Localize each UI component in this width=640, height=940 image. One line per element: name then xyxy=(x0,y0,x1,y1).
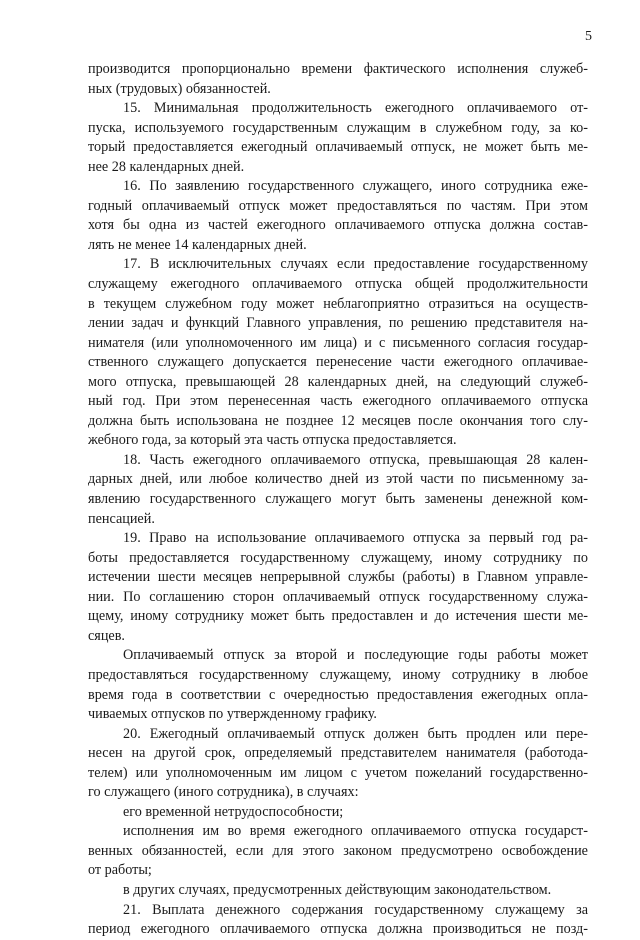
text-line: в текущем служебном году может неблагоприятно отразиться на осуществ- xyxy=(88,295,588,312)
text-line: ственного служащего допускается перенесение части ежегодного оплачивае- xyxy=(88,354,588,371)
text-line: го служащего (иного сотрудника), в случаях: xyxy=(88,784,359,801)
text-line: боты предоставляется государственному служащему, иному сотруднику по xyxy=(88,549,588,566)
text-line: Оплачиваемый отпуск за второй и последующие годы работы может xyxy=(123,647,588,664)
text-line: производится пропорционально времени фактического исполнения служеб- xyxy=(88,61,588,77)
text-line: лении задач и функций Главного управления, по решению представителя на- xyxy=(88,315,588,332)
text-line: 19. Право на использование оплачиваемого отпуска за первый год ра- xyxy=(123,530,588,547)
text-line: 20. Ежегодный оплачиваемый отпуск должен быть продлен или пере- xyxy=(123,725,588,742)
text-line: пуска, используемого государственным служащим в служебном году, за ко- xyxy=(88,119,588,136)
text-line: 16. По заявлению государственного служащего, иного сотрудника еже- xyxy=(123,178,588,195)
text-line: 18. Часть ежегодного оплачиваемого отпуска, превышающая 28 кален- xyxy=(123,451,588,468)
text-line: торый предоставляется ежегодный оплачиваемый отпуск, не может быть ме- xyxy=(88,139,588,156)
text-line: 15. Минимальная продолжительность ежегодного оплачиваемого от- xyxy=(123,100,588,117)
text-line: жебного года, за который эта часть отпуска предоставляется. xyxy=(88,432,457,449)
page-number: 5 xyxy=(585,29,592,44)
text-line: нее 28 календарных дней. xyxy=(88,158,245,175)
text-line: телем) или уполномоченным им лицом с учетом пожеланий государственно- xyxy=(88,764,588,781)
text-line: служащему ежегодного оплачиваемого отпуска общей продолжительности xyxy=(88,276,588,293)
text-line: его временной нетрудоспособности; xyxy=(123,803,344,820)
text-line: должна быть использована не позднее 12 месяцев после окончания того слу- xyxy=(88,412,588,429)
text-line: 21. Выплата денежного содержания государственному служащему за xyxy=(123,901,588,918)
text-line: щему, иному сотруднику может быть предоставлен и до истечения шести ме- xyxy=(88,608,588,625)
text-line: истечении шести месяцев непрерывной службы (работы) в Главном управле- xyxy=(88,569,588,586)
text-line: нии. По соглашению сторон оплачиваемый отпуск государственному служа- xyxy=(88,588,588,605)
text-line: пенсацией. xyxy=(88,510,155,527)
text-line: мого отпуска, превышающей 28 календарных дней, на следующий служеб- xyxy=(88,373,588,390)
text-line: ных (трудовых) обязанностей. xyxy=(88,80,271,97)
text-line: явлению государственного служащего могут быть заменены денежной ком- xyxy=(88,491,588,508)
text-line: годный оплачиваемый отпуск может предоставляться по частям. При этом xyxy=(88,197,588,214)
text-line: венных обязанностей, если для этого законом предусмотрено освобождение xyxy=(88,842,588,859)
text-line: время года в соответствии с очередностью предоставления ежегодных опла- xyxy=(88,686,588,703)
text-line: ный год. При этом перенесенная часть ежегодного оплачиваемого отпуска xyxy=(88,393,588,410)
text-line: сяцев. xyxy=(88,627,125,644)
text-line: от работы; xyxy=(88,862,152,879)
text-line: несен на другой срок, определяемый представителем нанимателя (работода- xyxy=(88,745,588,762)
text-line: дарных дней, или любое количество дней из этой части по письменному за- xyxy=(88,471,588,488)
text-line: исполнения им во время ежегодного оплачиваемого отпуска государст- xyxy=(123,823,588,840)
text-line: чиваемых отпусков по утвержденному графику. xyxy=(88,706,377,723)
document-body xyxy=(88,60,588,940)
text-line: лять не менее 14 календарных дней. xyxy=(88,236,307,253)
text-line: хотя бы одна из частей ежегодного оплачиваемого отпуска должна состав- xyxy=(88,217,588,234)
text-line: период ежегодного оплачиваемого отпуска должна производиться не позд- xyxy=(88,921,588,938)
text-line: предоставляться государственному служащему, иному сотруднику в любое xyxy=(88,666,588,683)
text-line: в других случаях, предусмотренных действующим законодательством. xyxy=(123,881,552,898)
text-line: 17. В исключительных случаях если предоставление государственному xyxy=(123,256,588,273)
text-line: нимателя (или уполномоченного им лица) и с письменного согласия государ- xyxy=(88,334,588,351)
